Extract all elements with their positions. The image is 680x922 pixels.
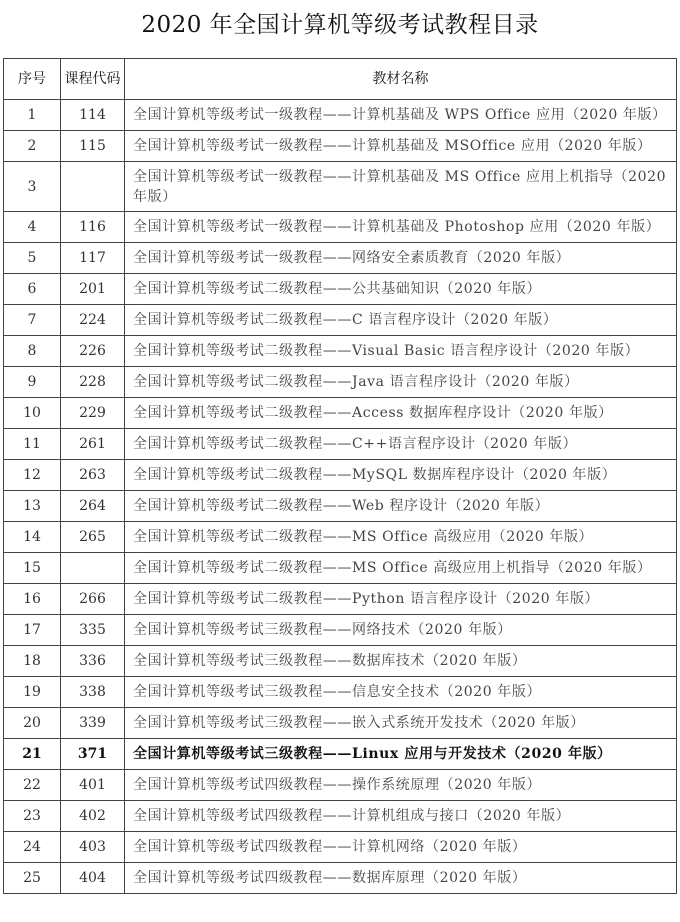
- row-code: 265: [61, 522, 125, 553]
- table-row: [4, 131, 677, 162]
- table-row: [4, 100, 677, 131]
- row-code: 339: [61, 708, 125, 739]
- row-seq: 16: [4, 584, 61, 615]
- table-row: [4, 460, 677, 491]
- row-name: 全国计算机等级考试二级教程——MySQL 数据库程序设计（2020 年版）: [125, 460, 677, 491]
- row-name: 全国计算机等级考试二级教程——C 语言程序设计（2020 年版）: [125, 305, 677, 336]
- table-row: [4, 553, 677, 584]
- row-name: 全国计算机等级考试四级教程——计算机网络（2020 年版）: [125, 832, 677, 863]
- row-seq: 10: [4, 398, 61, 429]
- row-name: 全国计算机等级考试二级教程——MS Office 高级应用（2020 年版）: [125, 522, 677, 553]
- table-row: [4, 708, 677, 739]
- row-seq: 14: [4, 522, 61, 553]
- table-row: [4, 429, 677, 460]
- row-name: 全国计算机等级考试四级教程——数据库原理（2020 年版）: [125, 863, 677, 894]
- table-row: [4, 305, 677, 336]
- row-name: 全国计算机等级考试一级教程——网络安全素质教育（2020 年版）: [125, 243, 677, 274]
- row-seq: 19: [4, 677, 61, 708]
- row-name: 全国计算机等级考试三级教程——网络技术（2020 年版）: [125, 615, 677, 646]
- row-seq: 2: [4, 131, 61, 162]
- row-code: 229: [61, 398, 125, 429]
- table-row: [4, 584, 677, 615]
- row-code: 264: [61, 491, 125, 522]
- table-row: [4, 212, 677, 243]
- header-code: 课程代码: [61, 59, 125, 100]
- table-row: [4, 336, 677, 367]
- row-name: 全国计算机等级考试二级教程——公共基础知识（2020 年版）: [125, 274, 677, 305]
- row-seq: 18: [4, 646, 61, 677]
- row-seq: 12: [4, 460, 61, 491]
- row-code: 336: [61, 646, 125, 677]
- row-seq: 20: [4, 708, 61, 739]
- table-row: [4, 522, 677, 553]
- row-code: [61, 553, 125, 584]
- row-name: 全国计算机等级考试一级教程——计算机基础及 MSOffice 应用（2020 年版）: [125, 131, 677, 162]
- row-code: 266: [61, 584, 125, 615]
- row-code: 338: [61, 677, 125, 708]
- row-code: 401: [61, 770, 125, 801]
- row-seq: 1: [4, 100, 61, 131]
- row-code: 371: [61, 739, 125, 770]
- row-seq: 7: [4, 305, 61, 336]
- row-name: 全国计算机等级考试一级教程——计算机基础及 WPS Office 应用（2020 年版）: [125, 100, 677, 131]
- row-code: 335: [61, 615, 125, 646]
- row-code: 404: [61, 863, 125, 894]
- row-name: 全国计算机等级考试二级教程——C++语言程序设计（2020 年版）: [125, 429, 677, 460]
- row-seq: 4: [4, 212, 61, 243]
- table-row: [4, 162, 677, 212]
- row-code: 402: [61, 801, 125, 832]
- header-name: 教材名称: [125, 59, 677, 100]
- row-code: 226: [61, 336, 125, 367]
- page-title: 2020 年全国计算机等级考试教程目录: [141, 12, 539, 38]
- row-seq: 5: [4, 243, 61, 274]
- row-name: 全国计算机等级考试一级教程——计算机基础及 MS Office 应用上机指导（2020 年版）: [125, 162, 677, 212]
- textbook-table: [3, 58, 677, 894]
- row-seq: 17: [4, 615, 61, 646]
- row-seq: 13: [4, 491, 61, 522]
- table-row: [4, 677, 677, 708]
- row-seq: 23: [4, 801, 61, 832]
- row-name: 全国计算机等级考试二级教程——Access 数据库程序设计（2020 年版）: [125, 398, 677, 429]
- row-name: 全国计算机等级考试二级教程——Java 语言程序设计（2020 年版）: [125, 367, 677, 398]
- table-row: [4, 770, 677, 801]
- row-seq: 24: [4, 832, 61, 863]
- table-row: [4, 274, 677, 305]
- row-code: 263: [61, 460, 125, 491]
- row-name: 全国计算机等级考试三级教程——Linux 应用与开发技术（2020 年版）: [125, 739, 677, 770]
- header-seq: 序号: [4, 59, 61, 100]
- row-code: 114: [61, 100, 125, 131]
- row-code: 403: [61, 832, 125, 863]
- row-name: 全国计算机等级考试二级教程——Python 语言程序设计（2020 年版）: [125, 584, 677, 615]
- table-row: [4, 739, 677, 770]
- row-name: 全国计算机等级考试二级教程——Web 程序设计（2020 年版）: [125, 491, 677, 522]
- row-name: 全国计算机等级考试二级教程——Visual Basic 语言程序设计（2020 年版）: [125, 336, 677, 367]
- row-code: 201: [61, 274, 125, 305]
- row-code: 116: [61, 212, 125, 243]
- row-name: 全国计算机等级考试三级教程——信息安全技术（2020 年版）: [125, 677, 677, 708]
- row-name: 全国计算机等级考试四级教程——计算机组成与接口（2020 年版）: [125, 801, 677, 832]
- row-seq: 22: [4, 770, 61, 801]
- table-row: [4, 646, 677, 677]
- row-name: 全国计算机等级考试三级教程——嵌入式系统开发技术（2020 年版）: [125, 708, 677, 739]
- table-row: [4, 801, 677, 832]
- row-name: 全国计算机等级考试二级教程——MS Office 高级应用上机指导（2020 年版）: [125, 553, 677, 584]
- table-row: [4, 615, 677, 646]
- row-seq: 21: [4, 739, 61, 770]
- table-row: [4, 491, 677, 522]
- table-row: [4, 398, 677, 429]
- row-seq: 25: [4, 863, 61, 894]
- row-seq: 6: [4, 274, 61, 305]
- table-row: [4, 367, 677, 398]
- row-seq: 8: [4, 336, 61, 367]
- row-code: 224: [61, 305, 125, 336]
- table-row: [4, 243, 677, 274]
- row-code: 228: [61, 367, 125, 398]
- row-code: 261: [61, 429, 125, 460]
- row-seq: 15: [4, 553, 61, 584]
- row-name: 全国计算机等级考试三级教程——数据库技术（2020 年版）: [125, 646, 677, 677]
- row-seq: 3: [4, 162, 61, 212]
- row-seq: 11: [4, 429, 61, 460]
- row-code: 115: [61, 131, 125, 162]
- row-code: [61, 162, 125, 212]
- row-seq: 9: [4, 367, 61, 398]
- table-row: [4, 832, 677, 863]
- row-name: 全国计算机等级考试四级教程——操作系统原理（2020 年版）: [125, 770, 677, 801]
- table-row: [4, 863, 677, 894]
- row-name: 全国计算机等级考试一级教程——计算机基础及 Photoshop 应用（2020 年版）: [125, 212, 677, 243]
- row-code: 117: [61, 243, 125, 274]
- table-header: [4, 59, 677, 100]
